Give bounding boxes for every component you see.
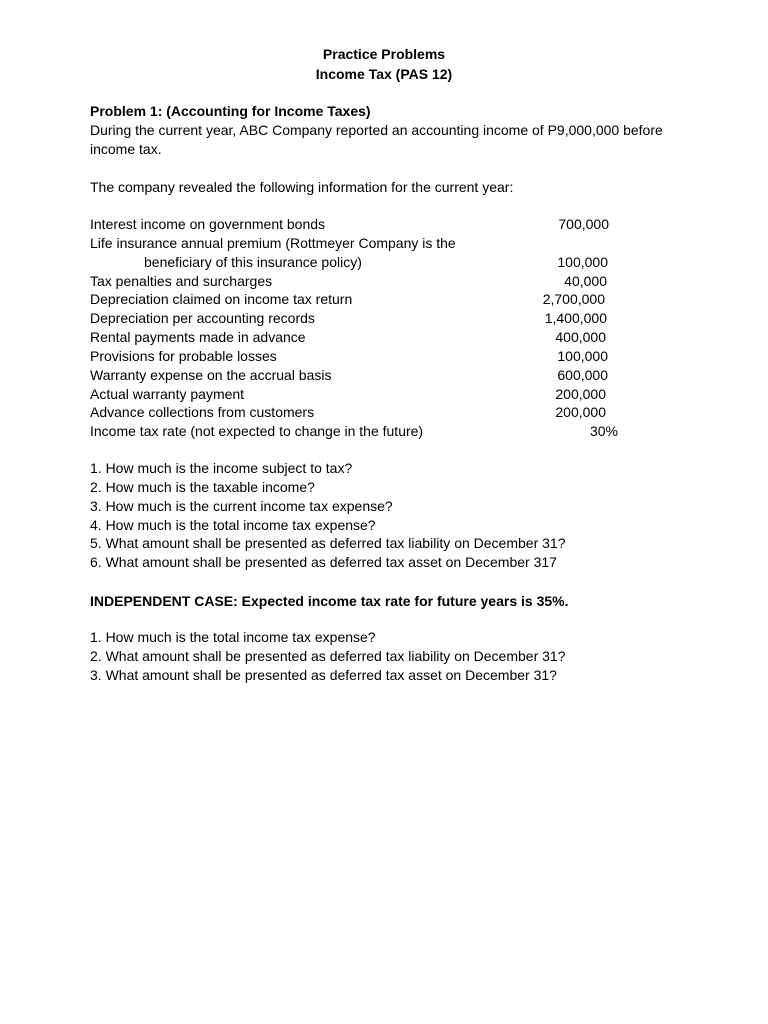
item-value: 100,000 — [557, 348, 608, 364]
question-item: 2. How much is the taxable income? — [90, 479, 315, 495]
item-value: 400,000 — [555, 329, 606, 345]
question-item: 4. How much is the total income tax expense? — [90, 517, 376, 533]
item-value: 700,000 — [558, 216, 609, 232]
item-label: Interest income on government bonds — [90, 216, 326, 232]
document-title: Practice Problems — [322, 46, 446, 62]
item-value: 1,400,000 — [544, 310, 607, 326]
document-subtitle: Income Tax (PAS 12) — [315, 66, 453, 82]
independent-question-item: 2. What amount shall be presented as deferred tax liability on December 31? — [90, 648, 566, 664]
item-value: 600,000 — [557, 367, 608, 383]
item-value: 100,000 — [557, 254, 608, 270]
info-intro: The company revealed the following information for the current year: — [90, 179, 514, 195]
item-value: 2,700,000 — [542, 291, 605, 307]
item-value: 200,000 — [555, 404, 606, 420]
question-item: 6. What amount shall be presented as deferred tax asset on December 317 — [90, 554, 557, 570]
problem-intro-line-1: During the current year, ABC Company reported an accounting income of P9,000,000 before — [90, 122, 663, 138]
item-label: Advance collections from customers — [90, 404, 315, 420]
item-label: Life insurance annual premium (Rottmeyer Company is the — [90, 235, 456, 251]
item-value: 30% — [589, 423, 618, 439]
item-label: Tax penalties and surcharges — [90, 273, 273, 289]
item-value: 40,000 — [564, 273, 607, 289]
item-label: Rental payments made in advance — [90, 329, 306, 345]
question-item: 5. What amount shall be presented as deferred tax liability on December 31? — [90, 535, 566, 551]
question-item: 3. How much is the current income tax expense? — [90, 498, 393, 514]
independent-question-item: 1. How much is the total income tax expense? — [90, 629, 376, 645]
item-label: Warranty expense on the accrual basis — [90, 367, 332, 383]
item-label: Actual warranty payment — [90, 386, 245, 402]
item-label: beneficiary of this insurance policy) — [144, 254, 362, 270]
question-item: 1. How much is the income subject to tax? — [90, 460, 353, 476]
problem-heading: Problem 1: (Accounting for Income Taxes) — [90, 103, 371, 119]
item-label: Income tax rate (not expected to change in the future) — [90, 423, 424, 439]
problem-intro-line-2: income tax. — [90, 141, 162, 157]
independent-case-heading: INDEPENDENT CASE: Expected income tax rate for future years is 35%. — [90, 593, 569, 609]
independent-question-item: 3. What amount shall be presented as deferred tax asset on December 31? — [90, 667, 557, 683]
item-label: Provisions for probable losses — [90, 348, 277, 364]
item-label: Depreciation claimed on income tax return — [90, 291, 353, 307]
item-value: 200,000 — [555, 386, 606, 402]
item-label: Depreciation per accounting records — [90, 310, 315, 326]
